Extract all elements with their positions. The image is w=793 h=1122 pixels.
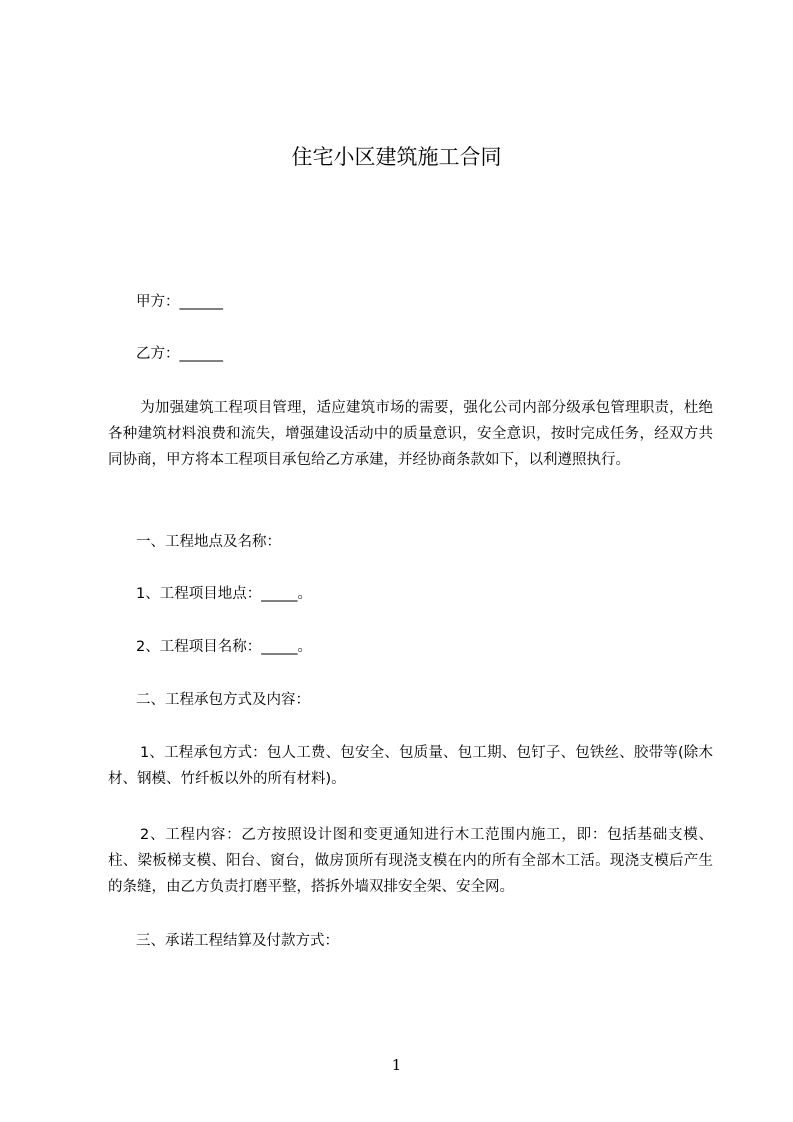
document-title: 住宅小区建筑施工合同 (291, 145, 502, 169)
contract-content-text: 2、工程内容：乙方按照设计图和变更通知进行木工范围内施工，即：包括基础支模、柱、梁板梯支模、阳台、窗台，做房顶所有现浇支模在内的所有全部木工活。现浇支模后产生的条缝，由乙方负责打磨平整，搭拆外墙双排安全架、安全网。 (108, 827, 713, 895)
section-3-heading: 三、承诺工程结算及付款方式： (136, 933, 339, 949)
contract-method-text: 1、工程承包方式：包人工费、包安全、包质量、包工期、包钉子、包铁丝、胶带等(除木材、钢模、竹纤板以外的所有材料)。 (108, 745, 713, 787)
contract-content-paragraph (108, 822, 713, 900)
section-2-heading: 二、工程承包方式及内容： (136, 692, 310, 708)
contract-method-paragraph (108, 740, 713, 792)
party-a-line: 甲方：______ (136, 294, 223, 310)
page-number: 1 (391, 1056, 402, 1074)
project-location-line: 1、工程项目地点：_____。 (136, 586, 312, 602)
intro-paragraph (108, 395, 713, 473)
project-name-line: 2、工程项目名称：_____。 (136, 639, 312, 655)
party-b-line: 乙方：______ (136, 346, 223, 362)
intro-text: 为加强建筑工程项目管理，适应建筑市场的需要，强化公司内部分级承包管理职责，杜绝各种建筑材料浪费和流失，增强建设活动中的质量意识，安全意识，按时完成任务，经双方共同协商，甲方将本工程项目承包给乙方承建，并经协商条款如下，以利遵照执行。 (108, 400, 713, 468)
section-1-heading: 一、工程地点及名称： (136, 534, 281, 550)
